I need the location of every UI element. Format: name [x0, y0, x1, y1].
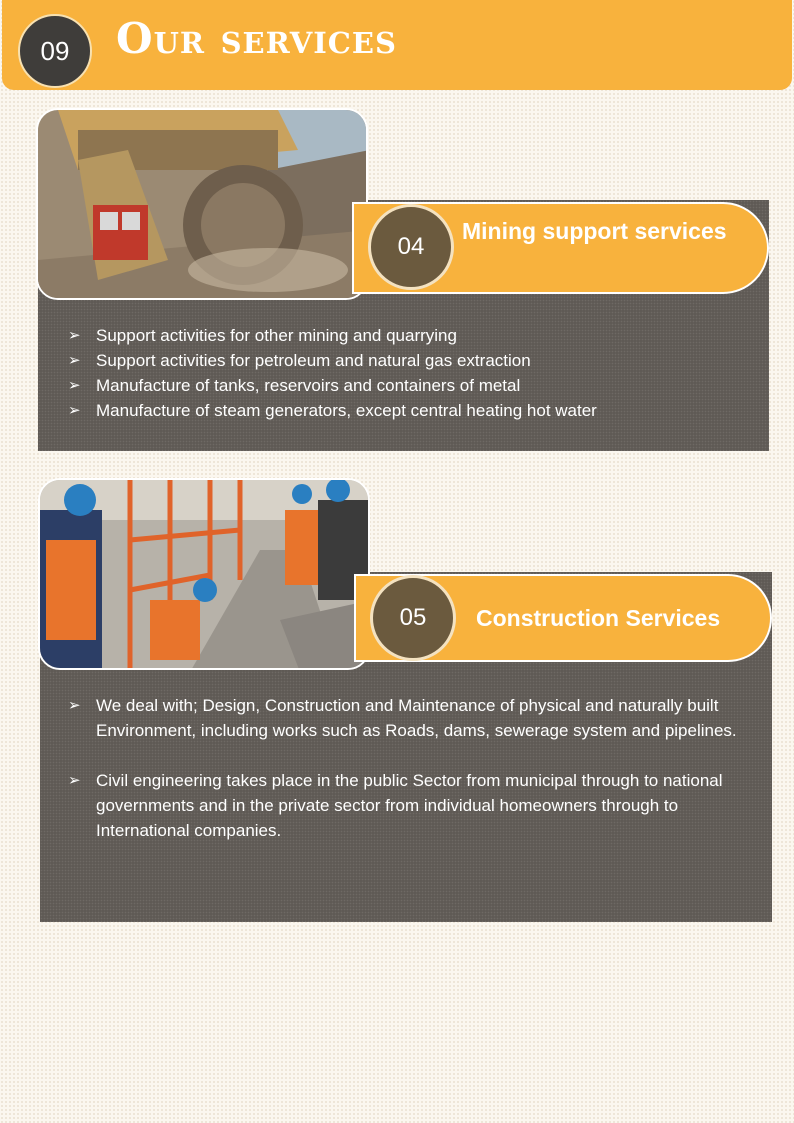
construction-services-list [38, 693, 766, 843]
arrowhead-bullet-icon: ➢ [68, 352, 81, 369]
arrowhead-bullet-icon: ➢ [68, 377, 81, 394]
arrowhead-bullet-icon: ➢ [68, 327, 81, 344]
arrowhead-bullet-icon: ➢ [68, 697, 81, 714]
construction-photo [38, 478, 370, 670]
list-item: ➢ Support activities for petroleum and natural gas extraction [38, 348, 769, 373]
mining-excavator-illustration [38, 110, 368, 300]
mining-section-number: 04 [368, 204, 454, 290]
arrowhead-bullet-icon: ➢ [68, 402, 81, 419]
mining-section-title: Mining support services [462, 218, 727, 244]
page-number-badge: 09 [18, 14, 92, 88]
construction-section-number: 05 [370, 575, 456, 661]
list-item: ➢ We deal with; Design, Construction and Maintenance of physical and naturally built Environment, including works such as Roads, dams, sewerage system and pipelines. [38, 693, 766, 743]
list-item: ➢ Support activities for other mining and quarrying [38, 323, 769, 348]
list-item: ➢ Manufacture of steam generators, except central heating hot water [38, 398, 769, 423]
construction-workers-illustration [40, 480, 370, 670]
list-item: ➢ Manufacture of tanks, reservoirs and containers of metal [38, 373, 769, 398]
list-item: ➢ Civil engineering takes place in the public Sector from municipal through to national governments and in the private sector from individual homeowners through to International companies. [38, 768, 766, 843]
construction-section-title: Construction Services [476, 605, 721, 631]
mining-photo [36, 108, 368, 300]
mining-services-list [38, 323, 769, 423]
page-header [2, 0, 792, 90]
page-title: Our services [116, 14, 397, 63]
arrowhead-bullet-icon: ➢ [68, 772, 81, 789]
